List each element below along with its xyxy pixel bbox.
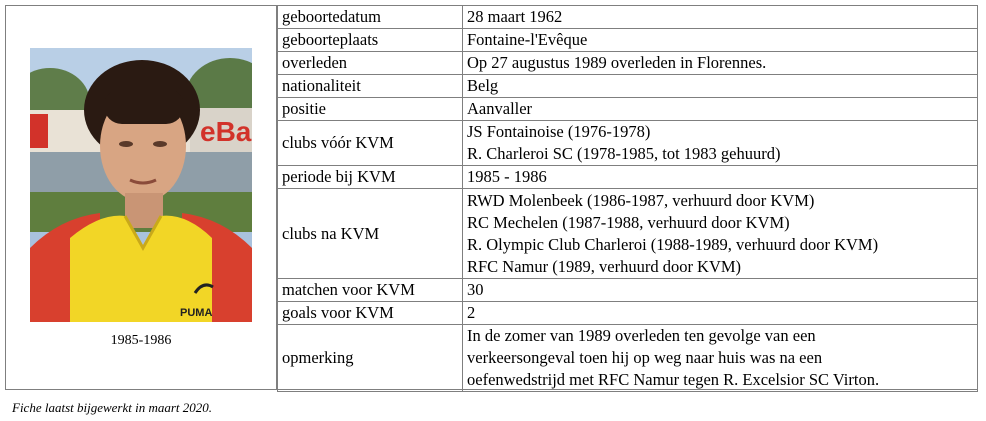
table-row xyxy=(278,98,978,121)
row-label: periode bij KVM xyxy=(278,166,463,189)
value-line: Aanvaller xyxy=(467,99,533,118)
table-row xyxy=(278,6,978,29)
row-label: geboortedatum xyxy=(278,6,463,29)
table-row xyxy=(278,302,978,325)
row-value xyxy=(463,325,978,392)
value-line: RFC Namur (1989, verhuurd door KVM) xyxy=(467,256,742,276)
value-line: RC Mechelen (1987-1988, verhuurd door KVM) xyxy=(467,212,790,232)
row-value xyxy=(463,166,978,189)
row-value xyxy=(463,52,978,75)
value-line: JS Fontainoise (1976-1978) xyxy=(467,122,651,141)
value-line: 28 maart 1962 xyxy=(467,7,563,26)
row-value xyxy=(463,189,978,279)
row-label: clubs na KVM xyxy=(278,189,463,279)
value-line: In de zomer van 1989 overleden ten gevolge van een xyxy=(467,326,816,345)
row-value xyxy=(463,302,978,325)
table-row xyxy=(278,325,978,392)
banner-text: eBa xyxy=(200,116,252,147)
row-value xyxy=(463,6,978,29)
row-label: positie xyxy=(278,98,463,121)
table-row xyxy=(278,189,978,279)
row-label: clubs vóór KVM xyxy=(278,121,463,166)
value-line: Fontaine-l'Evêque xyxy=(467,30,588,49)
value-line: Op 27 augustus 1989 overleden in Florennes. xyxy=(467,53,767,72)
value-line: 1985 - 1986 xyxy=(467,167,547,186)
row-label: matchen voor KVM xyxy=(278,279,463,302)
value-line: oefenwedstrijd met RFC Namur tegen R. Excelsior SC Virton. xyxy=(467,370,880,389)
row-value xyxy=(463,121,978,166)
table-row xyxy=(278,52,978,75)
row-label: nationaliteit xyxy=(278,75,463,98)
table-row xyxy=(278,75,978,98)
player-info-table xyxy=(277,5,978,392)
table-row xyxy=(278,279,978,302)
value-line: verkeersongeval toen hij op weg naar huis was na een xyxy=(467,348,823,367)
table-row xyxy=(278,121,978,166)
value-line: RWD Molenbeek (1986-1987, verhuurd door KVM) xyxy=(467,190,815,210)
row-value xyxy=(463,75,978,98)
row-label: opmerking xyxy=(278,325,463,392)
row-value xyxy=(463,98,978,121)
value-line: 30 xyxy=(467,280,484,299)
row-label: goals voor KVM xyxy=(278,302,463,325)
value-line: R. Olympic Club Charleroi (1988-1989, verhuurd door KVM) xyxy=(467,234,879,254)
row-value xyxy=(463,279,978,302)
sponsor-text: PUMA xyxy=(180,307,213,319)
photo-cell xyxy=(5,5,277,390)
value-line: 2 xyxy=(467,303,476,322)
table-row xyxy=(278,29,978,52)
row-label: geboorteplaats xyxy=(278,29,463,52)
row-value xyxy=(463,29,978,52)
footnote: Fiche laatst bijgewerkt in maart 2020. xyxy=(12,400,213,415)
value-line: R. Charleroi SC (1978-1985, tot 1983 gehuurd) xyxy=(467,144,781,163)
player-photo xyxy=(30,48,252,322)
value-line: Belg xyxy=(467,76,499,95)
photo-caption: 1985-1986 xyxy=(110,333,172,348)
row-label: overleden xyxy=(278,52,463,75)
table-row xyxy=(278,166,978,189)
